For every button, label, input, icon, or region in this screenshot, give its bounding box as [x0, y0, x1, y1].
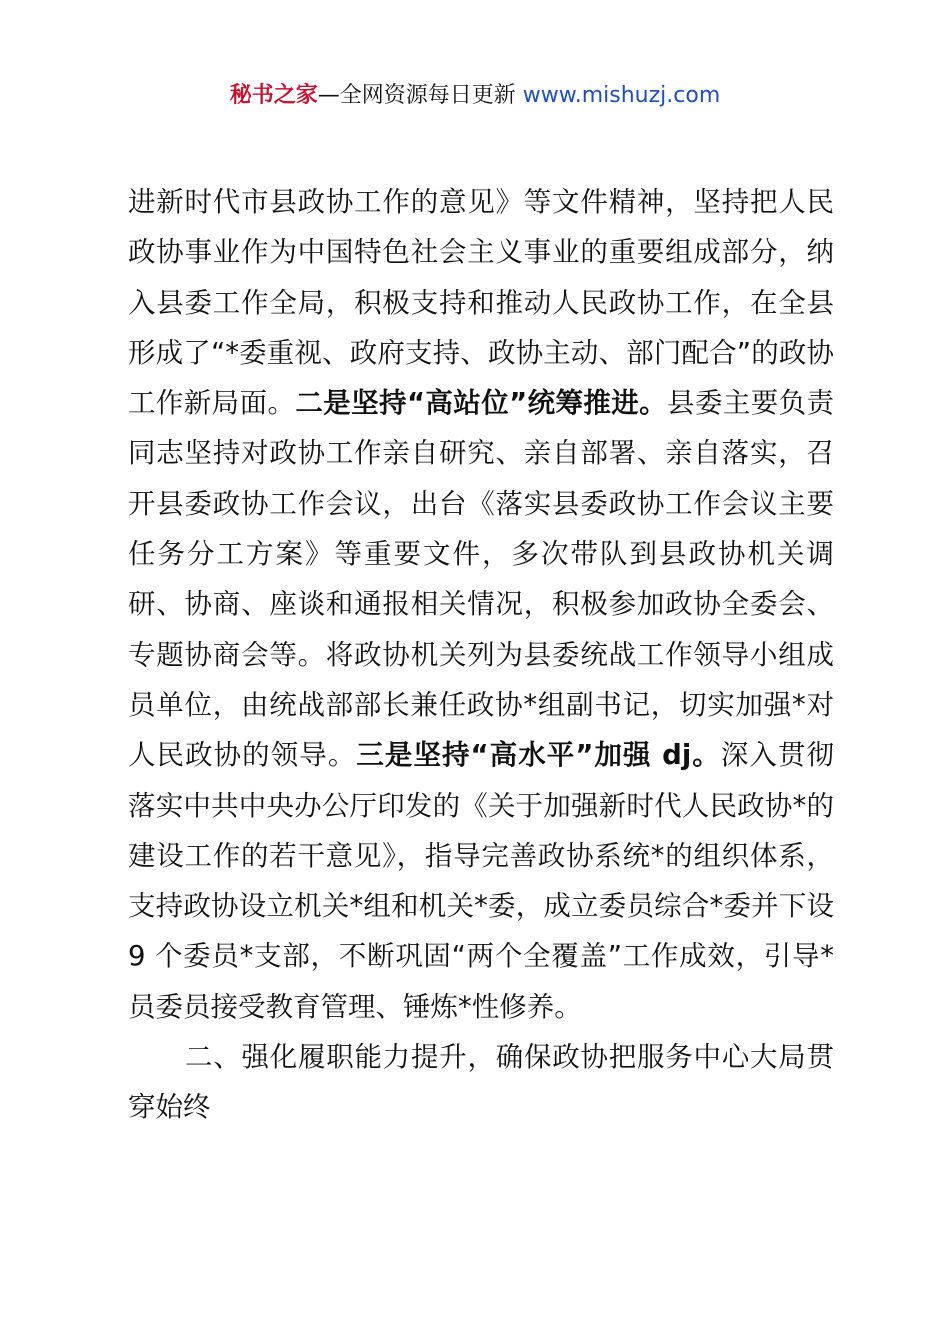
site-header	[0, 80, 950, 112]
paragraph	[128, 177, 834, 1032]
bold-lead-sentence: 二是坚持“高站位”统筹推进。	[295, 387, 668, 420]
bold-lead-sentence: 三是坚持“高水平”加强 dj。	[356, 739, 721, 772]
paragraph-text: 进新时代市县政协工作的意见》等文件精神，坚持把人民政协事业作为中国特色社会主义事业的重要组成部分，纳入县委工作全局，积极支持和推动人民政协工作，在全县形成了“*委重视、政府支持、政协主动、部门配合”的政协工作新局面。	[128, 186, 834, 420]
document-body	[128, 177, 834, 1133]
paragraph-text: 县委主要负责同志坚持对政协工作亲自研究、亲自部署、亲自落实，召开县委政协工作会议，出台《落实县委政协工作会议主要任务分工方案》等重要文件，多次带队到县政协机关调研、协商、座谈和通报相关情况，积极参加政协全委会、专题协商会等。将政协机关列为县委统战工作领导小组成员单位，由统战部部长兼任政协*组副书记，切实加强*对人民政协的领导。	[128, 387, 835, 772]
site-tagline: —全网资源每日更新	[317, 83, 516, 108]
section-heading: 二、强化履职能力提升，确保政协把服务中心大局贯穿始终	[128, 1041, 834, 1124]
site-brand: 秘书之家	[229, 83, 318, 108]
site-url-link[interactable]: www.mishuzj.com	[522, 83, 721, 108]
paragraph-text: 深入贯彻落实中共中央办公厅印发的《关于加强新时代人民政协*的建设工作的若干意见》，指导完善政协系统*的组织体系，支持政协设立机关*组和机关*委，成立委员综合*委并下设 9 个委员*支部，不断巩固“两个全覆盖”工作成效，引导*员委员接受教育管理、锤炼*性修养。	[128, 739, 834, 1023]
